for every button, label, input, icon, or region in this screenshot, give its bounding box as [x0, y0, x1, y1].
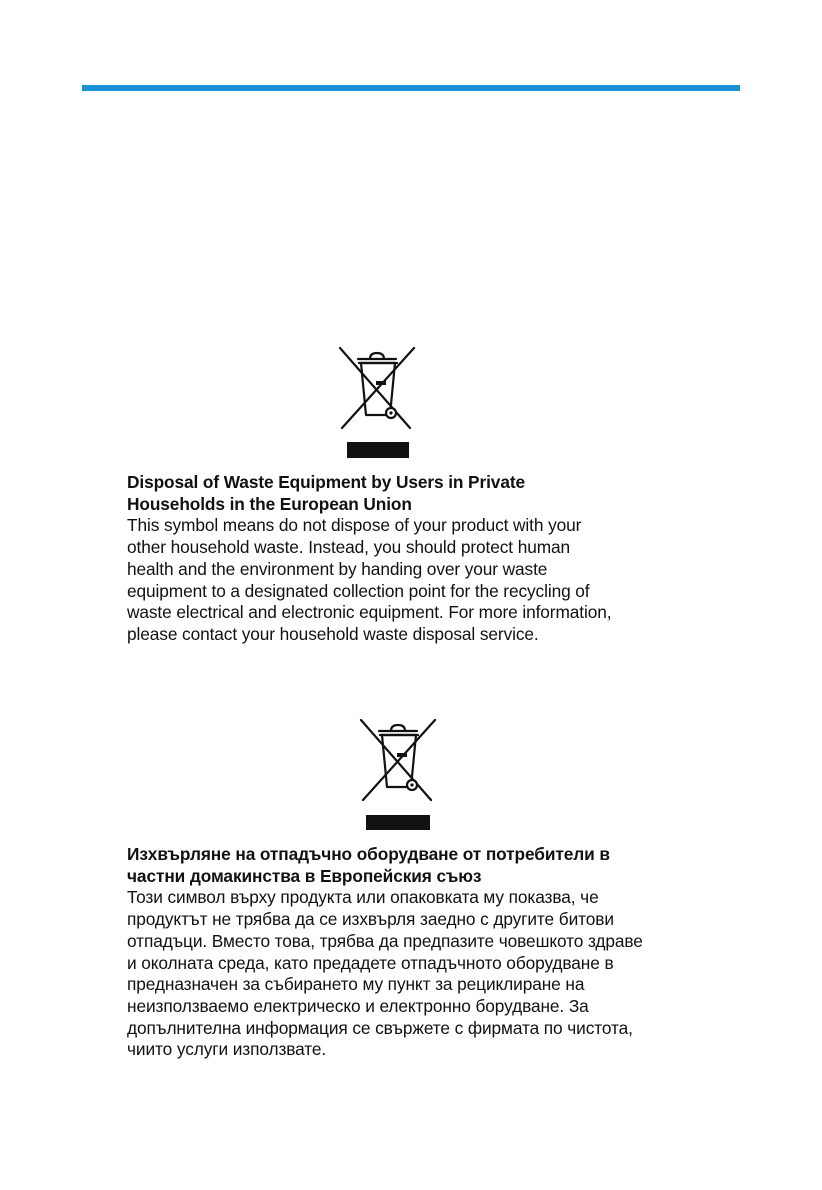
body-line: продуктът не трябва да се изхвърля заедно с другите битови — [127, 909, 614, 930]
body-line: предназначен за събирането му пункт за рециклиране на — [127, 974, 585, 995]
body-line: health and the environment by handing over your waste — [127, 558, 548, 579]
heading-line: Disposal of Waste Equipment by Users in Private — [127, 472, 525, 492]
notice-body — [127, 515, 667, 645]
heading-line: Households in the European Union — [127, 493, 412, 514]
body-line: This symbol means do not dispose of your product with your — [127, 515, 582, 536]
weee-notice-english — [127, 472, 667, 646]
body-line: чиито услуги използвате. — [127, 1039, 327, 1060]
body-line: other household waste. Instead, you should protect human — [127, 537, 571, 558]
weee-bin-icon — [336, 345, 418, 460]
body-line: please contact your household waste disposal service. — [127, 623, 539, 644]
body-line: и околната среда, като предадете отпадъчното оборудване в — [127, 952, 614, 973]
notice-body — [127, 887, 687, 1061]
body-line: неизползваемо електрическо и електронно борудване. За — [127, 995, 589, 1016]
top-accent-rule — [82, 85, 740, 91]
body-line: waste electrical and electronic equipment. For more information, — [127, 602, 612, 623]
notice-heading — [127, 844, 687, 887]
heading-line: Изхвърляне на отпадъчно оборудване от потребители в — [127, 844, 610, 864]
notice-heading — [127, 472, 667, 515]
body-line: допълнителна информация се свържете с фирмата по чистота, — [127, 1017, 633, 1038]
weee-bin-icon — [357, 717, 439, 832]
body-line: отпадъци. Вместо това, трябва да предпазите човешкото здраве — [127, 930, 643, 951]
heading-line: частни домакинства в Европейския съюз — [127, 865, 482, 886]
body-line: Този символ върху продукта или опаковката му показва, че — [127, 887, 599, 908]
weee-notice-bulgarian — [127, 844, 687, 1061]
body-line: equipment to a designated collection point for the recycling of — [127, 580, 590, 601]
